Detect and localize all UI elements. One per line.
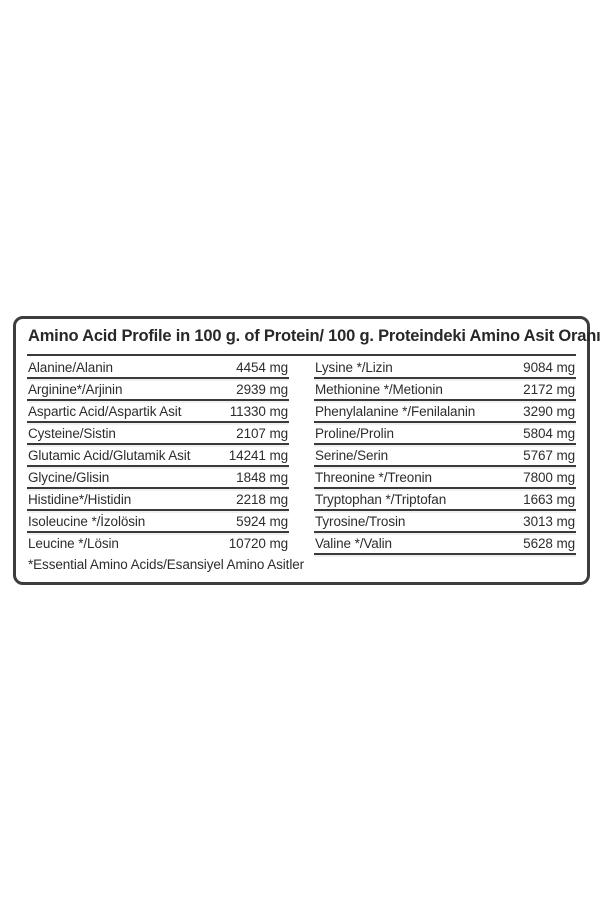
amino-row: [314, 533, 576, 555]
amino-acid-profile-panel: [13, 316, 600, 585]
amino-name: Phenylalanine */Fenilalanin: [315, 404, 476, 419]
amino-row: [314, 445, 576, 467]
amino-row: [314, 467, 576, 489]
amino-row: [27, 489, 289, 511]
amino-name: Aspartic Acid/Aspartik Asit: [28, 404, 182, 419]
amino-name: Lysine */Lizin: [315, 360, 393, 375]
amino-name: Tryptophan */Triptofan: [315, 492, 447, 507]
amino-value: 2218 mg: [236, 492, 288, 507]
amino-value: 10720 mg: [228, 536, 288, 551]
amino-name: Tyrosine/Trosin: [315, 514, 406, 529]
amino-name: Methionine */Metionin: [315, 382, 443, 397]
amino-row: [27, 445, 289, 467]
amino-value: 2939 mg: [236, 382, 288, 397]
amino-column-right: [314, 357, 576, 572]
amino-rows-left: [27, 357, 289, 553]
amino-row: [314, 489, 576, 511]
amino-name: Serine/Serin: [315, 448, 389, 463]
amino-column-left: [27, 357, 305, 572]
amino-value: 5924 mg: [236, 514, 288, 529]
amino-row: [314, 401, 576, 423]
amino-name: Proline/Prolin: [315, 426, 394, 441]
amino-name: Histidine*/Histidin: [28, 492, 132, 507]
amino-name: Arginine*/Arjinin: [28, 382, 123, 397]
amino-name: Isoleucine */İzolösin: [28, 514, 146, 529]
amino-value: 5767 mg: [523, 448, 575, 463]
amino-value: 2107 mg: [236, 426, 288, 441]
amino-table: [27, 357, 576, 572]
amino-value: 3013 mg: [523, 514, 575, 529]
amino-row: [27, 357, 289, 379]
amino-row: [27, 467, 289, 489]
essential-amino-footnote: *Essential Amino Acids/Esansiyel Amino Asitler: [28, 557, 305, 572]
amino-value: 2172 mg: [523, 382, 575, 397]
amino-name: Cysteine/Sistin: [28, 426, 116, 441]
amino-row: [314, 357, 576, 379]
amino-name: Valine */Valin: [315, 536, 392, 551]
amino-name: Alanine/Alanin: [28, 360, 113, 375]
amino-value: 14241 mg: [228, 448, 288, 463]
panel-title: Amino Acid Profile in 100 g. of Protein/ 100 g. Proteindeki Amino Asit Oranı: [27, 323, 576, 356]
amino-value: 11330 mg: [229, 404, 288, 419]
amino-name: Leucine */Lösin: [28, 536, 119, 551]
amino-name: Threonine */Treonin: [315, 470, 432, 485]
amino-row: [314, 379, 576, 401]
amino-row: [27, 379, 289, 401]
amino-name: Glycine/Glisin: [28, 470, 110, 485]
amino-rows-right: [314, 357, 576, 555]
amino-value: 5628 mg: [523, 536, 575, 551]
amino-row: [314, 423, 576, 445]
amino-row: [27, 533, 289, 553]
amino-value: 3290 mg: [523, 404, 575, 419]
amino-row: [314, 511, 576, 533]
amino-value: 4454 mg: [236, 360, 288, 375]
amino-value: 1848 mg: [236, 470, 288, 485]
amino-value: 7800 mg: [523, 470, 575, 485]
amino-name: Glutamic Acid/Glutamik Asit: [28, 448, 191, 463]
amino-value: 9084 mg: [523, 360, 575, 375]
amino-value: 1663 mg: [523, 492, 575, 507]
amino-row: [27, 423, 289, 445]
amino-row: [27, 511, 289, 533]
amino-value: 5804 mg: [523, 426, 575, 441]
amino-row: [27, 401, 289, 423]
